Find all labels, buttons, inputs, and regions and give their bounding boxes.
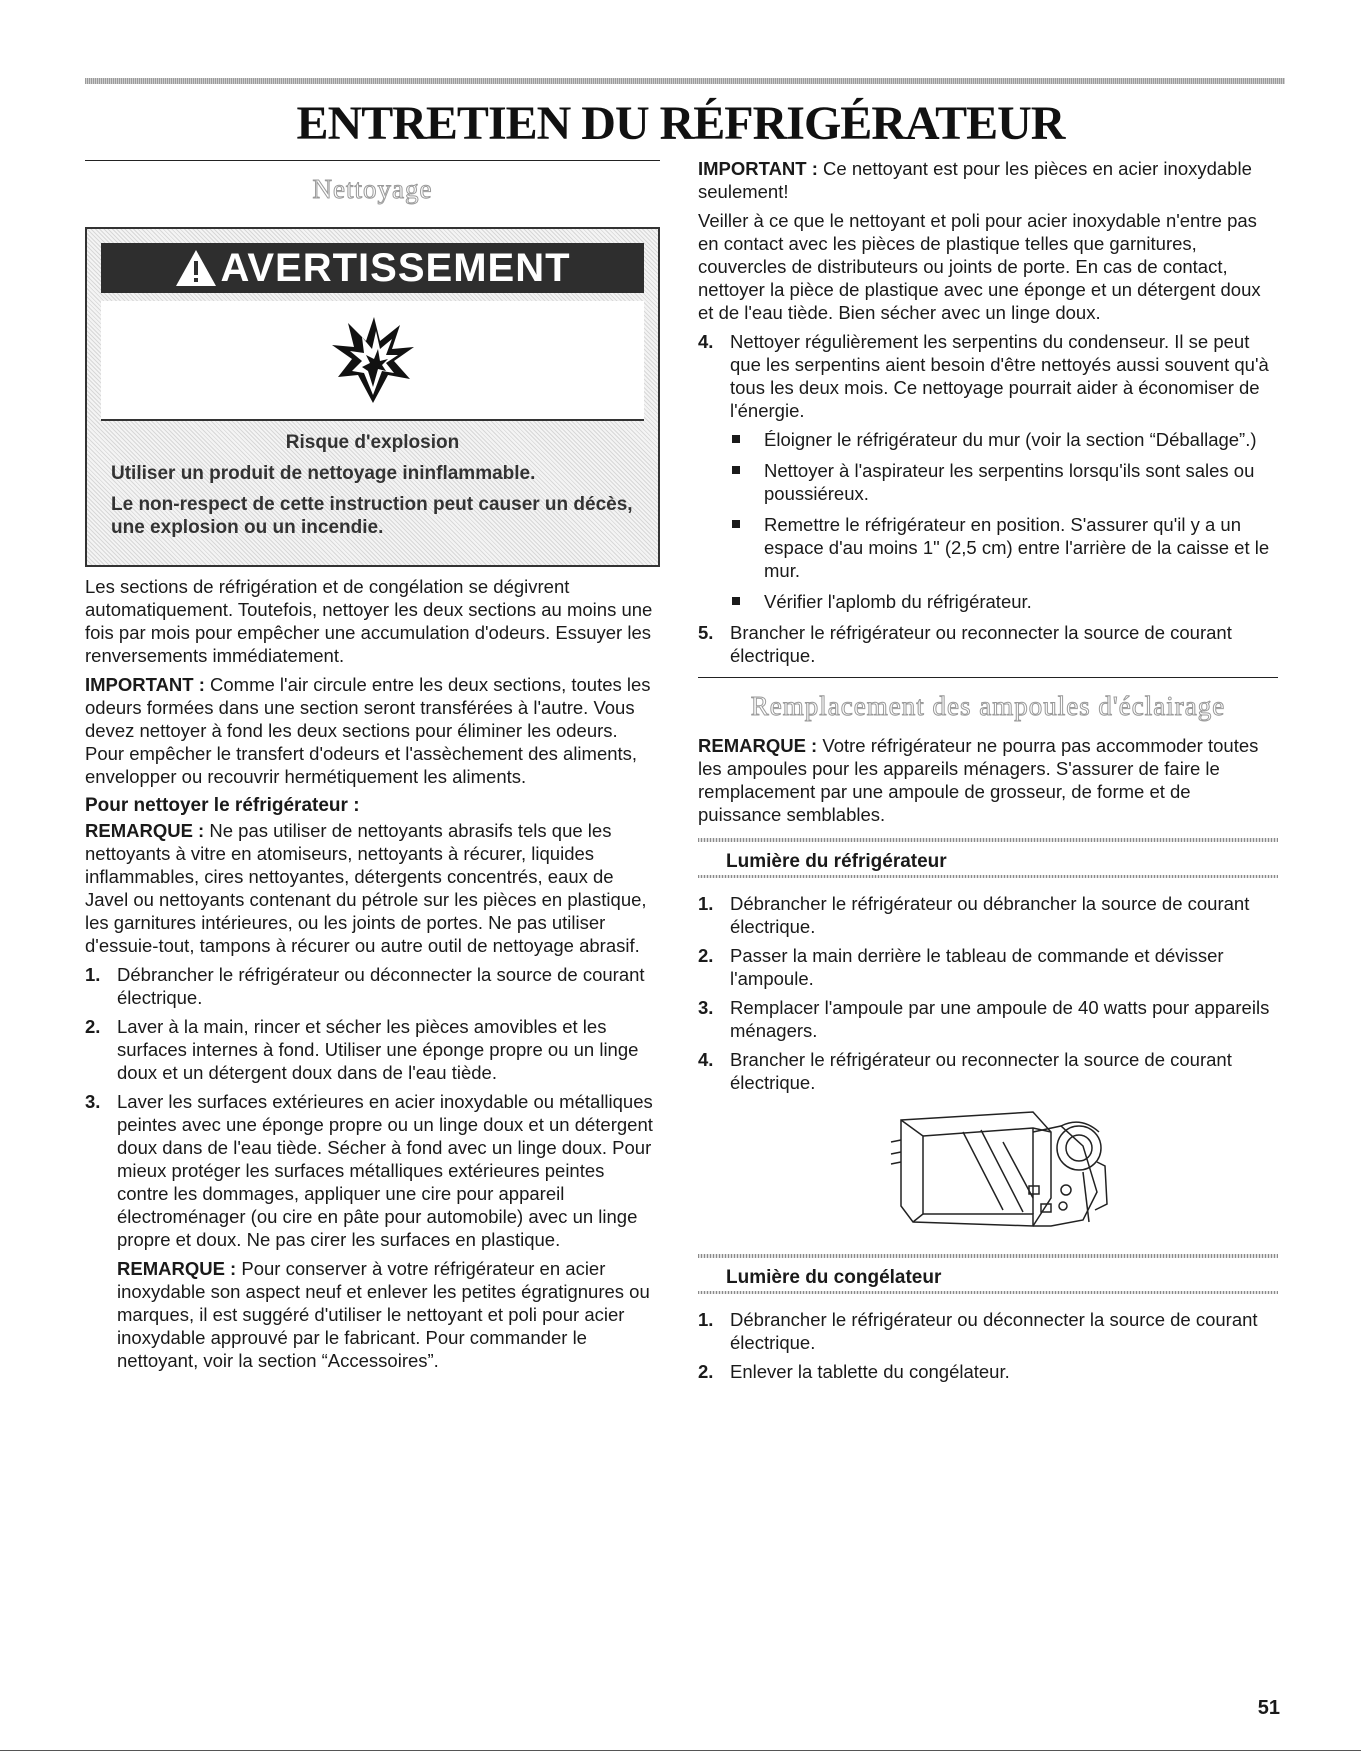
list-item xyxy=(698,621,1278,667)
warning-risk: Risque d'explosion xyxy=(285,432,460,453)
light-housing-illustration xyxy=(738,1102,1278,1240)
list-item xyxy=(698,892,1278,938)
explosion-icon xyxy=(101,301,644,421)
step-text: Remplacer l'ampoule par une ampoule de 40 watts pour appareils ménagers. xyxy=(730,997,1270,1041)
warning-text xyxy=(101,421,644,551)
important-paragraph xyxy=(85,673,660,788)
bulbs-remark-text: Votre réfrigérateur ne pourra pas accommoder toutes les ampoules pour les appareils ménagers. S'assurer de faire le remplacement par une ampoule de grosseur, de forme et de puissance semblables. xyxy=(698,735,1259,825)
section-rule xyxy=(85,160,660,161)
remark-paragraph xyxy=(85,819,660,957)
dotted-rule xyxy=(698,1291,1278,1294)
step3-remark xyxy=(117,1257,660,1372)
fridge-light-steps xyxy=(698,892,1278,1094)
step-number: 1. xyxy=(85,964,101,985)
warning-box xyxy=(85,227,660,567)
right-column xyxy=(698,157,1278,1389)
warning-line-1: Utiliser un produit de nettoyage ininflammable. xyxy=(111,463,536,484)
step-text: Laver les surfaces extérieures en acier inoxydable ou métalliques peintes avec une éponge propre ou un linge doux et un détergent doux dans de l'eau tiède. Sécher à fond avec un linge doux. Pour mieux protéger les surfaces métalliques extérieures peintes contre les dommages, appliquer une cire pour appareil électroménager (ou cire en pâte pour automobile) avec un linge propre et doux. Ne pas cirer les surfaces en plastique. xyxy=(117,1091,653,1250)
step-text: Débrancher le réfrigérateur ou déconnecter la source de courant électrique. xyxy=(117,964,645,1008)
step-number: 2. xyxy=(85,1016,101,1037)
dotted-rule xyxy=(698,1254,1278,1258)
bulbs-remark-label: REMARQUE : xyxy=(698,735,818,756)
bottom-rule xyxy=(0,1750,1361,1751)
warning-line-2: Le non-respect de cette instruction peut causer un décès, une explosion ou un incendie. xyxy=(111,494,633,538)
page-number: 51 xyxy=(1257,1697,1280,1719)
step-number: 2. xyxy=(698,1361,714,1382)
page-title: ENTRETIEN DU RÉFRIGÉRATEUR xyxy=(296,97,1065,150)
list-item xyxy=(698,996,1278,1042)
section-rule xyxy=(698,677,1278,678)
right-important-text: Ce nettoyant est pour les pièces en acier inoxydable seulement! xyxy=(698,158,1252,202)
list-item xyxy=(85,963,660,1009)
warning-header-label: AVERTISSEMENT xyxy=(220,245,571,290)
list-item xyxy=(698,944,1278,990)
section-title-nettoyage: Nettoyage xyxy=(312,174,433,204)
step-number: 5. xyxy=(698,622,714,643)
right-paragraph: Veiller à ce que le nettoyant et poli pour acier inoxydable n'entre pas en contact avec les pièces de plastique telles que garnitures, couvercles de distributeurs ou joints de porte. En cas de contact, nettoyer la pièce de plastique avec une éponge et un détergent doux et de l'eau tiède. Bien sécher avec un linge doux. xyxy=(698,210,1261,323)
step-number: 3. xyxy=(85,1091,101,1112)
important-label: IMPORTANT : xyxy=(85,674,205,695)
list-item xyxy=(698,1360,1278,1383)
step-text: Enlever la tablette du congélateur. xyxy=(730,1361,1010,1382)
warning-header xyxy=(101,243,644,293)
step-number: 3. xyxy=(698,997,714,1018)
step-number: 4. xyxy=(698,1049,714,1070)
step-number: 1. xyxy=(698,893,714,914)
list-item: Éloigner le réfrigérateur du mur (voir la section “Déballage”.) xyxy=(730,428,1278,451)
list-item xyxy=(698,1048,1278,1094)
cleaning-steps-continued xyxy=(698,330,1278,667)
list-item xyxy=(85,1090,660,1372)
section-title-bulbs: Remplacement des ampoules d'éclairage xyxy=(750,691,1226,721)
top-rule xyxy=(85,78,1285,84)
step-text: Nettoyer régulièrement les serpentins du condenseur. Il se peut que les serpentins aient besoin d'être nettoyés aussi souvent qu'à tous les deux mois. Ce nettoyage pourrait aider à économiser de l'énergie. xyxy=(730,331,1269,421)
right-important-label: IMPORTANT : xyxy=(698,158,818,179)
howto-title: Pour nettoyer le réfrigérateur : xyxy=(85,795,360,816)
remark-text: Ne pas utiliser de nettoyants abrasifs tels que les nettoyants à vitre en atomiseurs, nettoyants à récurer, liquides inflammables, cires nettoyantes, détergents concentrés, eaux de Javel ou nettoyants contenant du pétrole sur les pièces en plastique, les garnitures intérieures, ou les joints de portes. Ne pas utiliser d'essuie-tout, tampons à récurer ou autre outil de nettoyage abrasif. xyxy=(85,820,647,956)
warning-triangle-icon xyxy=(174,248,218,288)
remark-label: REMARQUE : xyxy=(85,820,205,841)
step-text: Brancher le réfrigérateur ou reconnecter la source de courant électrique. xyxy=(730,622,1232,666)
right-important-paragraph xyxy=(698,157,1278,203)
condenser-bullets xyxy=(730,428,1278,613)
list-item: Remettre le réfrigérateur en position. S'assurer qu'il y a un espace d'au moins 1" (2,5 cm) entre l'arrière de la caisse et le mur. xyxy=(730,513,1278,582)
important-text: Comme l'air circule entre les deux sections, toutes les odeurs formées dans une section seront transférées à l'autre. Vous devez nettoyer à fond les deux sections pour éliminer les odeurs. Pour empêcher le transfert d'odeurs et l'assèchement des aliments, envelopper ou recouvrir hermétiquement les aliments. xyxy=(85,674,651,787)
step-number: 4. xyxy=(698,331,714,352)
cleaning-steps xyxy=(85,963,660,1372)
step3-remark-label: REMARQUE : xyxy=(117,1258,237,1279)
fridge-light-title: Lumière du réfrigérateur xyxy=(726,851,947,872)
freezer-light-title: Lumière du congélateur xyxy=(726,1267,942,1288)
step3-remark-text: Pour conserver à votre réfrigérateur en acier inoxydable son aspect neuf et enlever les petites égratignures ou marques, il est suggéré d'utiliser le nettoyant et poli pour acier inoxydable approuvé par le fabricant. Pour commander le nettoyant, voir la section “Accessoires”. xyxy=(117,1258,650,1371)
list-item: Nettoyer à l'aspirateur les serpentins lorsqu'ils sont sales ou poussiéreux. xyxy=(730,459,1278,505)
left-column xyxy=(85,160,660,1378)
cleaning-intro: Les sections de réfrigération et de congélation se dégivrent automatiquement. Toutefois, nettoyer les deux sections au moins une fois par mois pour empêcher une accumulation d'odeurs. Essuyer les renversements immédiatement. xyxy=(85,576,653,666)
step-text: Laver à la main, rincer et sécher les pièces amovibles et les surfaces internes à fond. Utiliser une éponge propre ou un linge doux et un détergent doux dans de l'eau tiède. xyxy=(117,1016,639,1083)
freezer-light-steps xyxy=(698,1308,1278,1383)
list-item xyxy=(698,330,1278,613)
step-number: 1. xyxy=(698,1309,714,1330)
step-text: Débrancher le réfrigérateur ou débrancher la source de courant électrique. xyxy=(730,893,1250,937)
dotted-rule xyxy=(698,875,1278,878)
step-text: Débrancher le réfrigérateur ou déconnecter la source de courant électrique. xyxy=(730,1309,1258,1353)
list-item xyxy=(85,1015,660,1084)
step-number: 2. xyxy=(698,945,714,966)
step-text: Passer la main derrière le tableau de commande et dévisser l'ampoule. xyxy=(730,945,1224,989)
list-item: Vérifier l'aplomb du réfrigérateur. xyxy=(730,590,1278,613)
list-item xyxy=(698,1308,1278,1354)
dotted-rule xyxy=(698,838,1278,842)
bulbs-remark xyxy=(698,734,1278,826)
step-text: Brancher le réfrigérateur ou reconnecter la source de courant électrique. xyxy=(730,1049,1232,1093)
